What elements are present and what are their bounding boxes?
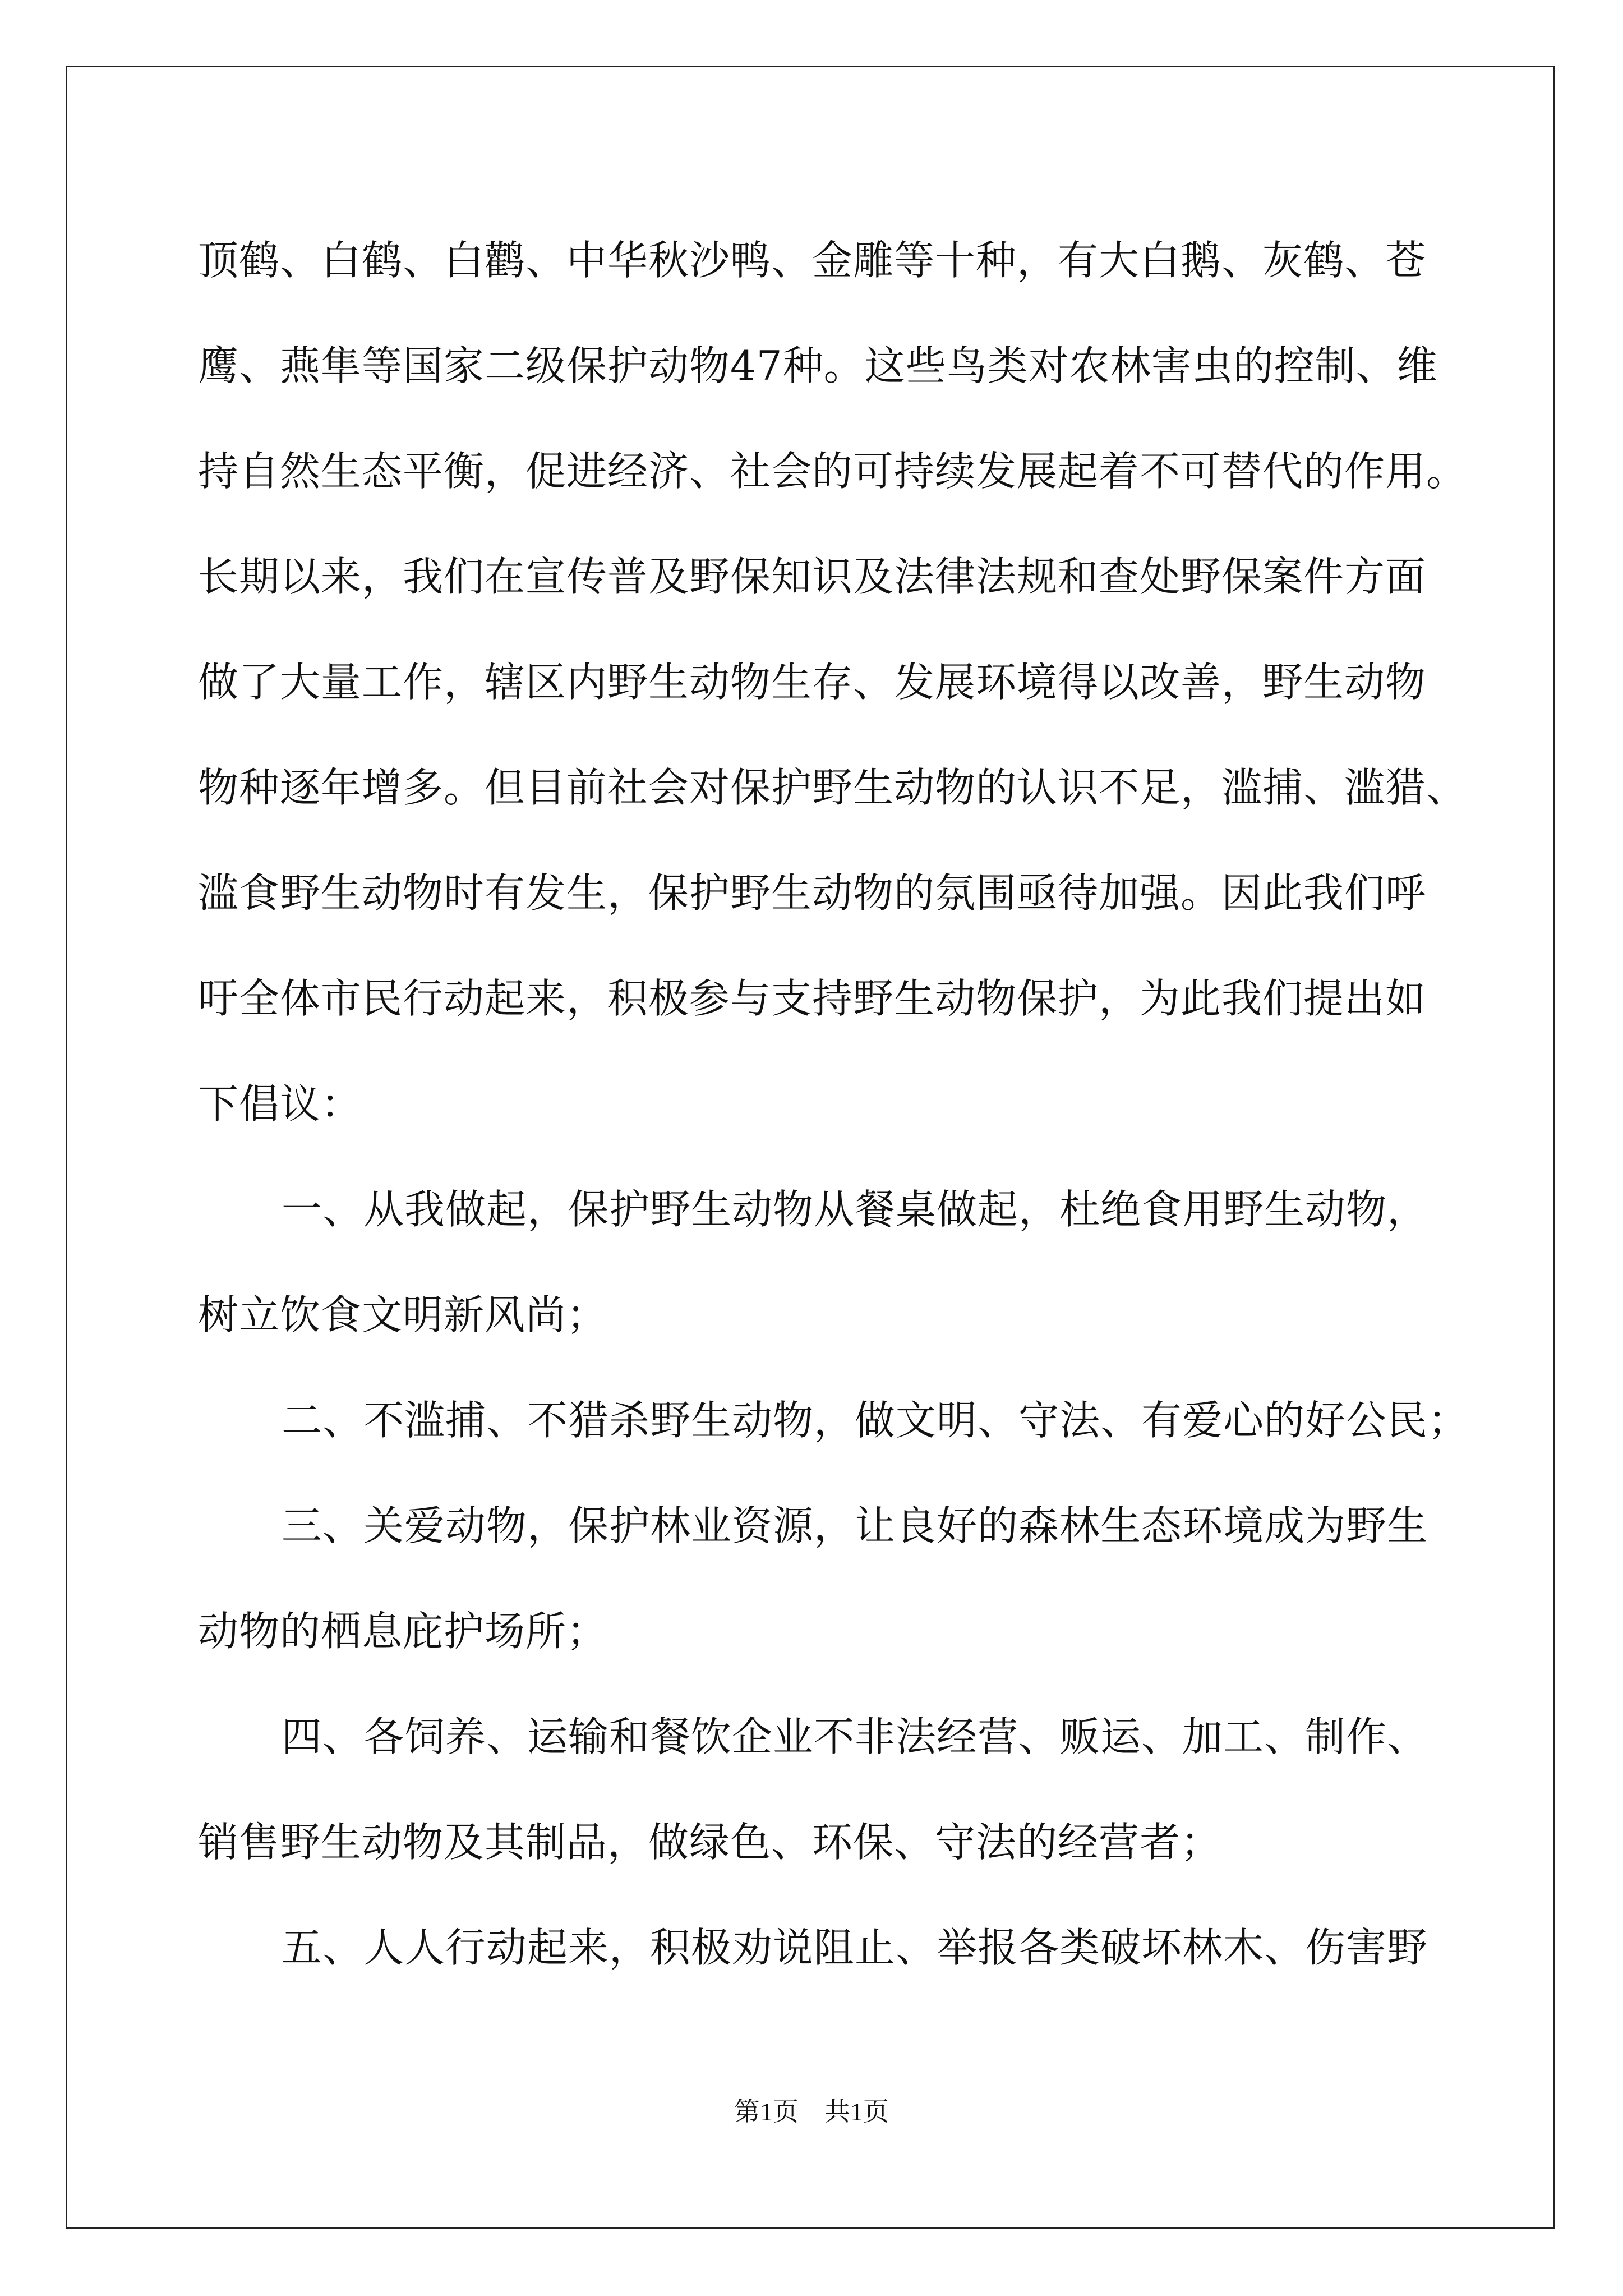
text-line: 吁全体市民行动起来，积极参与支持野生动物保护，为此我们提出如 [198,975,1427,1022]
proposal-item-5: 五、人人行动起来，积极劝说阻止、举报各类破坏林木、伤害野 [282,1924,1428,1971]
proposal-item-2: 二、不滥捕、不猎杀野生动物，做文明、守法、有爱心的好公民； [282,1397,1469,1444]
page-number: 第1页 共1页 [734,2097,889,2126]
proposal-item-3: 三、关爱动物，保护林业资源，让良好的森林生态环境成为野生 [282,1502,1428,1549]
text-line: 下倡议： [198,1080,362,1128]
document-body [198,208,1469,2000]
text-line: 滥食野生动物时有发生，保护野生动物的氛围亟待加强。因此我们呼 [198,869,1427,917]
text-line: 树立饮食文明新风尚； [198,1291,608,1338]
text-line: 做了大量工作，辖区内野生动物生存、发展环境得以改善，野生动物 [198,659,1427,706]
text-line: 持自然生态平衡，促进经济、社会的可持续发展起着不可替代的作用。 [198,448,1468,495]
text-line: 动物的栖息庇护场所； [198,1608,608,1655]
text-line: 物种逐年增多。但目前社会对保护野生动物的认识不足，滥捕、滥猎、 [198,764,1468,811]
text-line: 顶鹤、白鹤、白鹳、中华秋沙鸭、金雕等十种，有大白鹅、灰鹤、苍 [198,237,1427,284]
proposal-item-1: 一、从我做起，保护野生动物从餐桌做起，杜绝食用野生动物， [282,1186,1428,1233]
text-line: 鹰、燕隼等国家二级保护动物47种。这些鸟类对农林害虫的控制、维 [198,342,1438,389]
proposal-item-4: 四、各饲养、运输和餐饮企业不非法经营、贩运、加工、制作、 [282,1713,1428,1760]
text-line: 销售野生动物及其制品，做绿色、环保、守法的经营者； [198,1819,1222,1866]
text-line: 长期以来，我们在宣传普及野保知识及法律法规和查处野保案件方面 [198,553,1427,600]
